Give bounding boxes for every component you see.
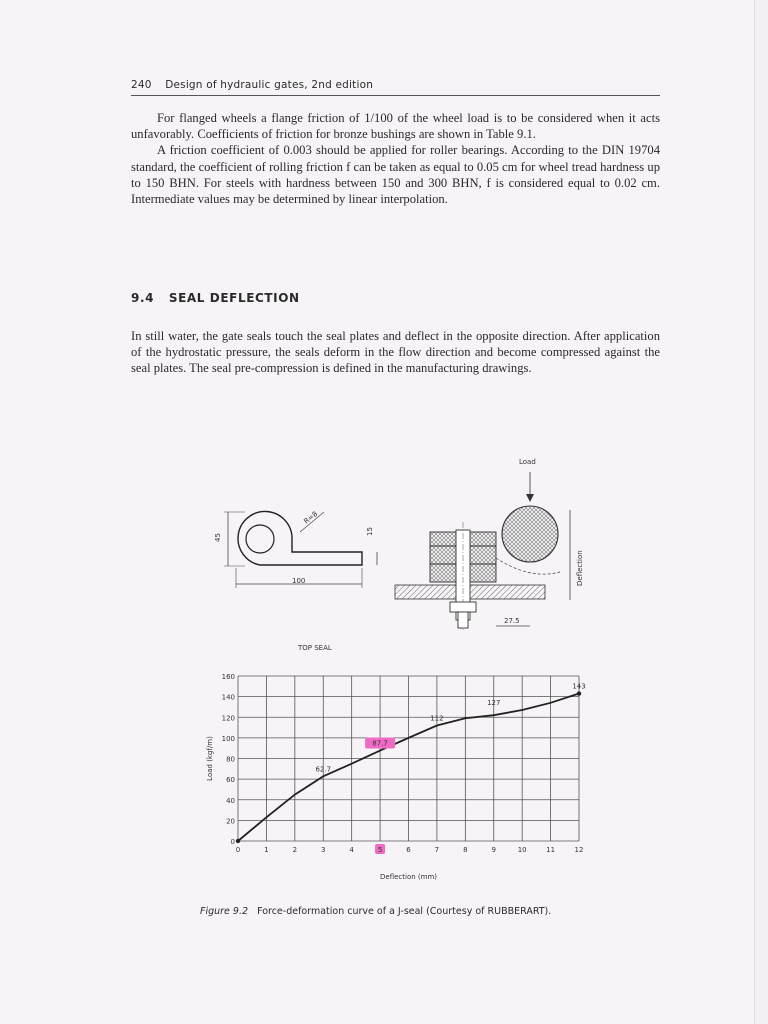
y-tick-label: 160 [221,673,235,681]
j-seal-profile [238,511,362,565]
section-title: SEAL DEFLECTION [168,291,300,305]
y-tick-label: 100 [221,734,235,743]
x-axis-label: Deflection (mm) [380,873,437,881]
data-point-start [236,839,240,843]
data-label: 62.7 [315,765,332,774]
x-tick-label: 5 [377,846,383,854]
data-label: 143 [572,682,586,691]
chart-ticks [222,673,584,854]
paragraph: A friction coefficient of 0.003 should be applied for roller bearings. According to the DIN 19704 standard, the coefficient of rolling friction f can be taken as equal to 0.05 cm for wheel tread hardness up to 150 BHN. For steels with hardness between 150 and 300 BHN, f is considered equal to 0.02 cm. Intermediate values may be determined by linear interpolation. [131,143,660,207]
force-deformation-chart [200,660,600,900]
y-axis-label: Load (kgf/m) [206,736,214,781]
y-tick-label: 80 [226,755,235,764]
figure-caption [200,906,600,917]
y-tick-label: 20 [226,817,235,826]
x-tick-label: 3 [321,846,326,854]
data-point-end [577,691,581,695]
dim-width-label: 100 [292,577,306,585]
section-number: 9.4 [131,291,155,305]
y-tick-label: 140 [221,693,235,702]
caption-text: Force-deformation curve of a J-seal (Courtesy of RUBBERART). [257,906,552,917]
data-label: 112 [430,714,444,723]
dim-thickness-label: 15 [366,527,374,536]
x-tick-label: 7 [434,846,440,854]
load-label: Load [519,458,536,466]
dim-height-label: 45 [214,533,222,542]
data-label: 87.7 [372,739,388,748]
book-title: Design of hydraulic gates, 2nd edition [165,79,374,91]
chart-marks [236,683,586,844]
page-number: 240 [131,79,152,91]
x-tick-label: 2 [292,846,298,854]
body-text-block-2 [131,328,660,377]
y-tick-label: 120 [221,714,235,723]
x-tick-label: 12 [574,846,584,854]
paragraph: In still water, the gate seals touch the seal plates and deflect in the opposite direction. After application of the hydrostatic pressure, the seals deform in the flow direction and become compressed against the seal plates. The seal pre-compression is defined in the manufacturing drawings. [131,329,660,376]
chart-grid [238,676,579,841]
seal-drawing [200,450,600,652]
top-seal-label: TOP SEAL [298,644,332,652]
y-tick-label: 40 [226,796,235,805]
data-label: 127 [487,699,501,708]
figure [200,450,600,900]
x-tick-label: 0 [235,846,241,854]
x-tick-label: 11 [546,846,556,854]
figure-label: Figure 9.2 [200,906,249,917]
y-tick-label: 0 [230,838,235,846]
running-header [131,79,660,96]
x-tick-label: 4 [349,846,354,854]
x-tick-label: 10 [517,846,527,854]
load-arrowhead-icon [526,494,534,502]
x-tick-label: 8 [463,846,468,854]
x-tick-label: 6 [406,846,411,854]
x-tick-label: 9 [491,846,496,854]
y-tick-label: 60 [226,776,235,785]
body-text-block-1 [131,110,660,207]
paragraph: For flanged wheels a flange friction of 1/100 of the wheel load is to be considered when it acts unfavorably. Coefficients of friction for bronze bushings are shown in Table 9.1. [131,111,660,142]
section-heading [131,291,300,305]
x-tick-label: 1 [264,846,269,854]
installed-seal-section [395,506,560,630]
deflection-label: Deflection [576,550,584,586]
dim-radius-label: R=8 [302,509,320,526]
offset-label: 27.5 [504,617,520,625]
